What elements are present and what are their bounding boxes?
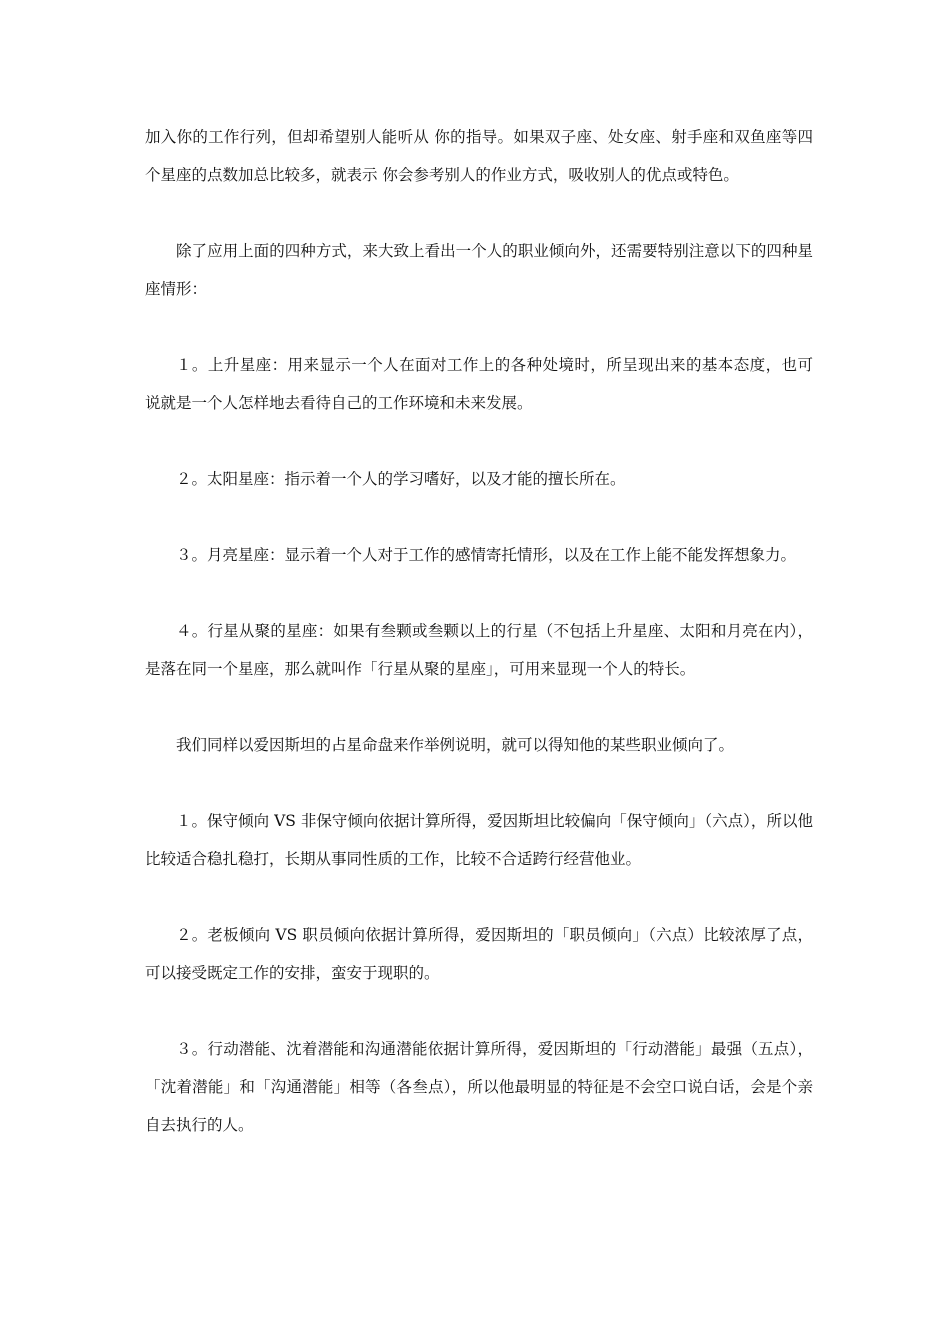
paragraph-moon-sign: ３。月亮星座：显示着一个人对于工作的感情寄托情形，以及在工作上能不能发挥想象力。 [176, 546, 797, 564]
paragraph-sun-sign: ２。太阳星座：指示着一个人的学习嗜好，以及才能的擅长所在。 [176, 470, 626, 488]
paragraph-stellium: ４。行星从聚的星座：如果有叁颗或叁颗以上的行星（不包括上升星座、太阳和月亮在内），是落在同一个星座，那么就叫作「行星从聚的星座」，可用来显现一个人的特长。 [145, 622, 813, 678]
paragraph-conservative-tendency: １。保守倾向 VS 非保守倾向依据计算所得，爱因斯坦比较偏向「保守倾向」（六点），所以他比较适合稳扎稳打，长期从事同性质的工作，比较不合适跨行经营他业。 [145, 812, 813, 868]
paragraph-continuation: 加入你的工作行列，但却希望别人能听从 你的指导。如果双子座、处女座、射手座和双鱼座等四个星座的点数加总比较多，就表示 你会参考别人的作业方式，吸收别人的优点或特色。 [145, 128, 813, 184]
paragraph-intro-four-situations: 除了应用上面的四种方式，来大致上看出一个人的职业倾向外，还需要特别注意以下的四种星座情形： [145, 242, 813, 298]
paragraph-potentials: ３。行动潜能、沈着潜能和沟通潜能依据计算所得，爱因斯坦的「行动潜能」最强（五点），「沈着潜能」和「沟通潜能」相等（各叁点），所以他最明显的特征是不会空口说白话，会是个亲自去执行的人。 [145, 1040, 813, 1134]
document-body [145, 118, 813, 1144]
paragraph-ascendant: １。上升星座：用来显示一个人在面对工作上的各种处境时，所呈现出来的基本态度，也可 说就是一个人怎样地去看待自己的工作环境和未来发展。 [145, 356, 813, 412]
paragraph-einstein-example: 我们同样以爱因斯坦的占星命盘来作举例说明，就可以得知他的某些职业倾向了。 [176, 736, 735, 754]
paragraph-boss-employee-tendency: ２。老板倾向 VS 职员倾向依据计算所得，爱因斯坦的「职员倾向」（六点）比较浓厚了点，可以接受既定工作的安排，蛮安于现职的。 [145, 926, 813, 982]
